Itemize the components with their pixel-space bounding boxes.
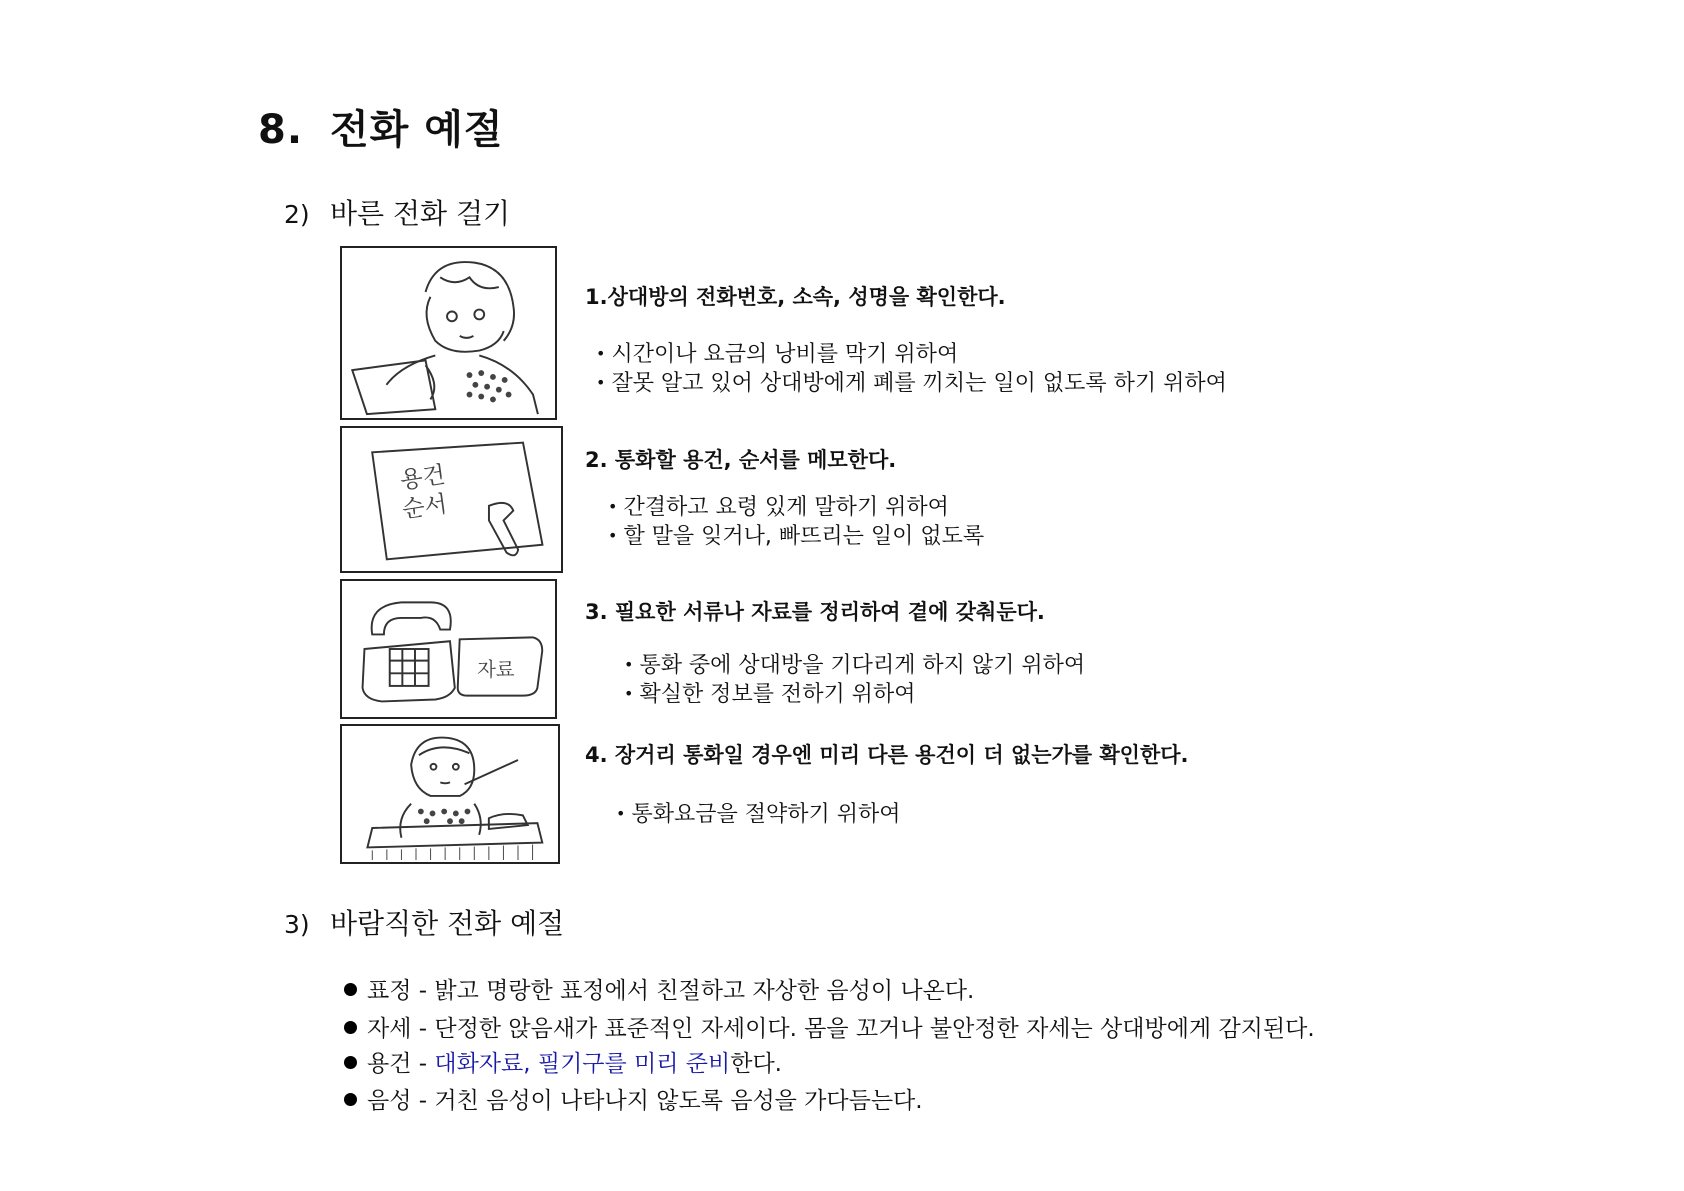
bullet-dot-icon: • xyxy=(616,804,626,823)
rule-business: 용건 - 대화자료, 필기구를 미리 준비한다. xyxy=(344,1045,782,1078)
section3-number: 3) xyxy=(284,910,310,939)
bullet-dot-icon: • xyxy=(608,526,618,545)
step4-bullet-1: • 통화요금을 절약하기 위하여 xyxy=(616,802,901,827)
bullet-disc-icon xyxy=(344,983,357,996)
illustration-telephone xyxy=(340,579,557,719)
illustration-girl-reading xyxy=(340,246,557,420)
woman-thinking-icon xyxy=(342,726,558,862)
bullet-dot-icon: • xyxy=(596,344,606,363)
step3-bullet-2: • 확실한 정보를 전하기 위하여 xyxy=(624,682,916,707)
heading-number: 8. xyxy=(258,107,304,153)
rule-expression: 표정 - 밝고 명랑한 표정에서 친절하고 자상한 음성이 나온다. xyxy=(344,972,974,1005)
step1-bullet-1: • 시간이나 요금의 낭비를 막기 위하여 xyxy=(596,342,959,367)
rule-posture: 자세 - 단정한 앉음새가 표준적인 자세이다. 몸을 꼬거나 불안정한 자세는 상대방에게 감지된다. xyxy=(344,1010,1315,1043)
illustration-woman-thinking xyxy=(340,724,560,864)
step3-title: 3. 필요한 서류나 자료를 정리하여 곁에 갖춰둔다. xyxy=(585,600,1045,624)
page-title xyxy=(258,98,504,155)
bullet-disc-icon xyxy=(344,1056,357,1069)
bullet-dot-icon: • xyxy=(624,655,634,674)
memo-pen-icon xyxy=(342,428,561,571)
rule-voice: 음성 - 거친 음성이 나타나지 않도록 음성을 가다듬는다. xyxy=(344,1082,923,1115)
step2-title: 2. 통화할 용건, 순서를 메모한다. xyxy=(585,448,897,472)
bullet-dot-icon: • xyxy=(624,684,634,703)
bullet-disc-icon xyxy=(344,1093,357,1106)
step1-title: 1.상대방의 전화번호, 소속, 성명을 확인한다. xyxy=(585,285,1006,309)
section3-title: 바람직한 전화 예절 xyxy=(330,907,565,940)
step3-bullet-1: • 통화 중에 상대방을 기다리게 하지 않기 위하여 xyxy=(624,653,1086,678)
section2-title: 바른 전화 걸기 xyxy=(330,197,511,230)
bullet-disc-icon xyxy=(344,1021,357,1034)
section3-heading xyxy=(284,902,564,942)
bullet-dot-icon: • xyxy=(608,497,618,516)
svg-text:자료: 자료 xyxy=(477,658,515,682)
telephone-icon xyxy=(342,581,555,717)
section2-heading xyxy=(284,192,510,232)
step1-bullet-2: • 잘못 알고 있어 상대방에게 폐를 끼치는 일이 없도록 하기 위하여 xyxy=(596,371,1227,396)
step2-bullet-1: • 간결하고 요령 있게 말하기 위하여 xyxy=(608,495,949,520)
girl-reading-icon xyxy=(342,248,555,418)
rule-highlight: 대화자료, 필기구를 미리 준비 xyxy=(434,1051,731,1077)
svg-text:용건: 용건 xyxy=(398,460,447,495)
heading-title: 전화 예절 xyxy=(330,107,504,153)
section2-number: 2) xyxy=(284,200,310,229)
step4-title: 4. 장거리 통화일 경우엔 미리 다른 용건이 더 없는가를 확인한다. xyxy=(585,743,1189,767)
svg-text:순서: 순서 xyxy=(400,489,449,524)
step2-bullet-2: • 할 말을 잊거나, 빠뜨리는 일이 없도록 xyxy=(608,524,985,549)
illustration-memo xyxy=(340,426,563,573)
bullet-dot-icon: • xyxy=(596,373,606,392)
